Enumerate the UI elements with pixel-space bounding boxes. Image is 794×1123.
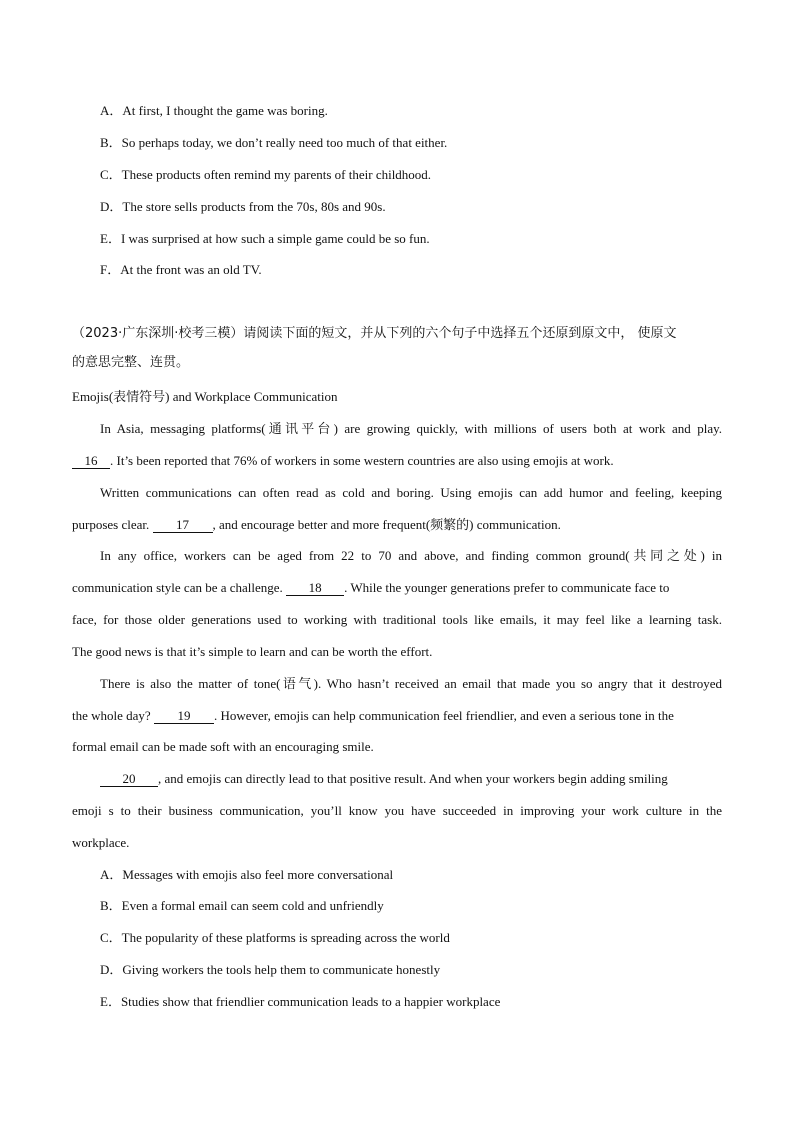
option-a-top: A．At first, I thought the game was boring. [100,103,328,118]
paragraph-3-line-4: The good news is that it’s simple to learn and can be worth the effort. [72,644,433,659]
paragraph-3-line-2-pre: communication style can be a challenge. [72,580,287,595]
paragraph-3-line-2 [72,580,669,596]
blank-16[interactable]: 16 [72,454,110,469]
paragraph-5-line-3: workplace. [72,835,130,850]
paragraph-5-line-1-post: , and emojis can directly lead to that positive result. And when your workers begin adding smiling [158,771,668,786]
paragraph-2-line-2-post: , and encourage better and more frequent(频繁的) communication. [212,517,561,532]
passage-title: Emojis(表情符号) and Workplace Communication [72,389,338,404]
paragraph-5-line-1 [100,771,668,787]
blank-19[interactable]: 19 [154,709,214,724]
paragraph-2-line-1: Written communications can often read as cold and boring. Using emojis can add humor and feeling, keeping [100,485,722,500]
paragraph-2-line-2-pre: purposes clear. [72,517,153,532]
option-d-top: D．The store sells products from the 70s, 80s and 90s. [100,199,386,214]
option-b: B．Even a formal email can seem cold and unfriendly [100,898,384,913]
option-a: A．Messages with emojis also feel more conversational [100,867,394,882]
option-b-top: B．So perhaps today, we don’t really need too much of that either. [100,135,448,150]
blank-17[interactable]: 17 [153,518,213,533]
paragraph-4-line-3: formal email can be made soft with an encouraging smile. [72,739,374,754]
paragraph-3-line-2-post: . While the younger generations prefer to communicate face to [344,580,670,595]
paragraph-2-line-2 [72,517,561,533]
paragraph-5-line-2: emoji s to their business communication, you’ll know you have succeeded in improving your work culture in the [72,803,722,818]
option-c: C．The popularity of these platforms is spreading across the world [100,930,450,945]
question-intro-line1: （2023·广东深圳·校考三模）请阅读下面的短文，并从下列的六个句子中选择五个还原到原文中， 使原文 [72,326,677,341]
paragraph-3-line-1: In any office, workers can be aged from 22 to 70 and above, and finding common ground(共同之处) in [100,548,722,563]
paragraph-4-line-2-pre: the whole day? [72,708,154,723]
question-intro-line2: 的意思完整、连贯。 [72,355,190,370]
option-f-top: F．At the front was an old TV. [100,262,262,277]
paragraph-3-line-3: face, for those older generations used to working with traditional tools like emails, it may feel like a learning task. [72,612,722,627]
option-d: D．Giving workers the tools help them to communicate honestly [100,962,441,977]
blank-20[interactable]: 20 [100,772,158,787]
paragraph-4-line-2-post: . However, emojis can help communication feel friendlier, and even a serious tone in the [213,708,674,723]
paragraph-1-line-2-text: . It’s been reported that 76% of workers in some western countries are also using emojis at work. [110,453,614,468]
paragraph-4-line-2 [72,708,674,724]
paragraph-4-line-1: There is also the matter of tone(语气). Who hasn’t received an email that made you so angry that it destroyed [100,676,722,691]
blank-18[interactable]: 18 [286,581,344,596]
option-e: E．Studies show that friendlier communication leads to a happier workplace [100,994,501,1009]
paragraph-1-line-1: In Asia, messaging platforms(通讯平台) are growing quickly, with millions of users both at work and play. [100,421,722,436]
option-c-top: C．These products often remind my parents of their childhood. [100,167,432,182]
option-e-top: E．I was surprised at how such a simple game could be so fun. [100,231,430,246]
paragraph-1-line-2 [72,453,614,469]
